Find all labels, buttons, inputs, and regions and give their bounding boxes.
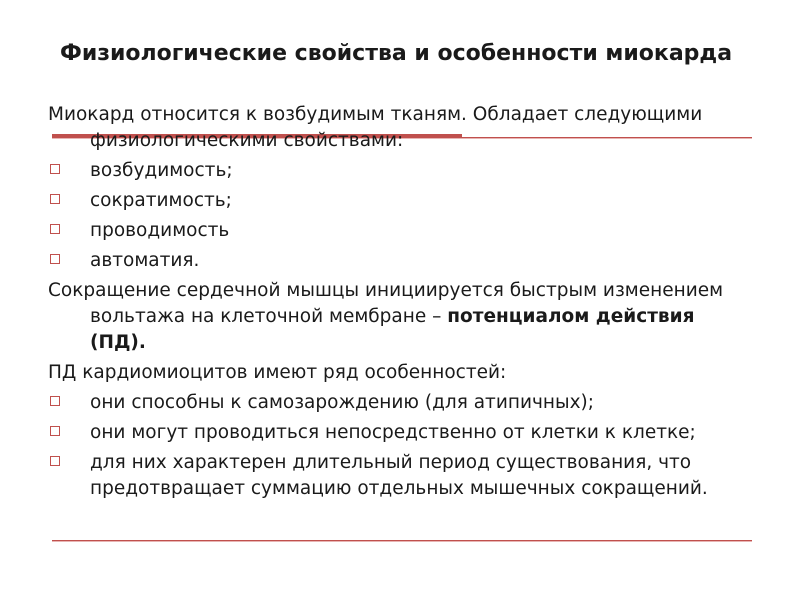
hollow-square-bullet-icon [50,164,60,174]
hollow-square-bullet-icon [50,396,60,406]
contraction-paragraph [48,278,748,356]
contraction-text: Сокращение сердечной мышцы инициируется быстрым изменением вольтажа на клеточной мембране – [48,280,724,327]
intro-paragraph: Миокард относится к возбудимым тканям. Обладает следующими физиологическими свойствами: [48,104,703,151]
hollow-square-bullet-icon [50,254,60,264]
pd-feature-item [48,420,748,446]
hollow-square-bullet-icon [50,224,60,234]
property-item [48,248,748,274]
property-label: сократимость; [90,190,232,211]
property-item [48,188,748,214]
property-label: автоматия. [90,250,200,271]
hollow-square-bullet-icon [50,426,60,436]
hollow-square-bullet-icon [50,194,60,204]
property-label: проводимость [90,220,230,241]
property-item [48,158,748,184]
pd-feature-label: они могут проводиться непосредственно от клетки к клетке; [90,422,696,443]
slide-body [48,102,748,506]
property-item [48,218,748,244]
pd-feature-item [48,450,748,502]
hollow-square-bullet-icon [50,456,60,466]
property-label: возбудимость; [90,160,233,181]
action-potential-term: потенциалом действия (ПД). [90,306,695,353]
pd-feature-label: для них характерен длительный период существования, что предотвращает суммацию отдельных мышечных сокращений. [90,452,708,499]
pd-intro-paragraph: ПД кардиомиоцитов имеют ряд особенностей: [48,362,507,383]
slide-title: Физиологические свойства и особенности миокарда [60,41,733,66]
pd-feature-label: они способны к самозарождению (для атипичных); [90,392,594,413]
bottom-divider [52,540,752,541]
pd-feature-item [48,390,748,416]
